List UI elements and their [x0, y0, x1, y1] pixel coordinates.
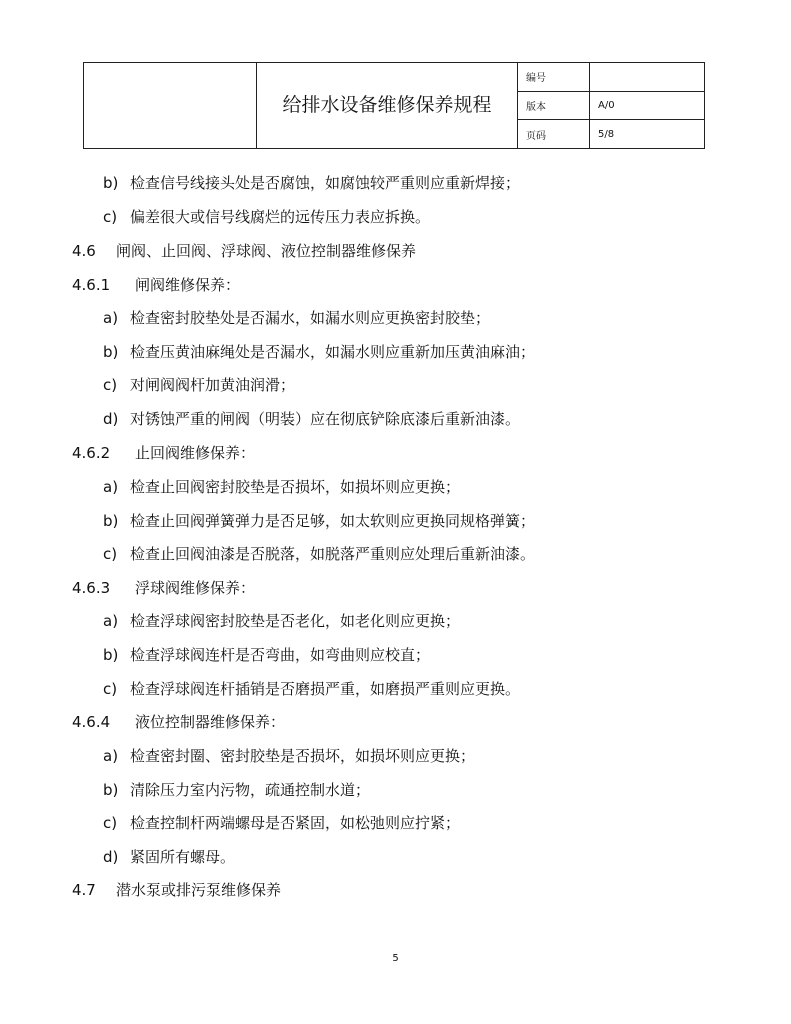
item-marker: a) [103, 747, 119, 765]
page-number: 5 [392, 953, 399, 964]
item-text: 检查浮球阀连杆是否弯曲，如弯曲则应校直； [130, 646, 431, 664]
item-marker: d) [103, 848, 119, 866]
item-marker: b) [103, 343, 119, 361]
list-item [103, 813, 460, 833]
subsection-number: 4.6.4 [72, 713, 111, 731]
subsection-title: 液位控制器维修保养： [135, 713, 286, 731]
item-marker: d) [103, 410, 119, 428]
subsection-title: 浮球阀维修保养： [135, 579, 256, 597]
list-item [103, 342, 535, 362]
item-text: 清除压力室内污物，疏通控制水道； [130, 781, 371, 799]
list-item [103, 780, 370, 800]
item-marker: c) [103, 545, 118, 563]
section-title: 闸阀、止回阀、浮球阀、液位控制器维修保养 [116, 242, 417, 260]
item-marker: a) [103, 309, 119, 327]
list-item [103, 544, 535, 564]
value-code [590, 63, 705, 92]
section-heading [72, 241, 416, 261]
subsection-heading [72, 275, 240, 295]
label-code: 编号 [518, 63, 590, 92]
section-heading [72, 880, 281, 900]
list-item [103, 308, 490, 328]
item-text: 对闸阀阀杆加黄油润滑； [130, 376, 296, 394]
subsection-number: 4.6.1 [72, 276, 111, 294]
item-text: 检查密封胶垫处是否漏水，如漏水则应更换密封胶垫； [130, 309, 491, 327]
item-text: 检查浮球阀连杆插销是否磨损严重，如磨损严重则应更换。 [130, 680, 521, 698]
item-marker: b) [103, 512, 119, 530]
value-version: A/0 [590, 91, 705, 120]
item-text: 检查压黄油麻绳处是否漏水，如漏水则应重新加压黄油麻油； [130, 343, 536, 361]
subsection-heading [72, 578, 255, 598]
subsection-title: 止回阀维修保养： [135, 444, 256, 462]
item-text: 检查止回阀弹簧弹力是否足够，如太软则应更换同规格弹簧； [130, 512, 536, 530]
document-title: 给排水设备维修保养规程 [257, 63, 518, 149]
label-page: 页码 [518, 120, 590, 149]
subsection-title: 闸阀维修保养： [135, 276, 241, 294]
item-marker: c) [103, 814, 118, 832]
subsection-number: 4.6.3 [72, 579, 111, 597]
list-item [103, 746, 475, 766]
item-text: 检查浮球阀密封胶垫是否老化，如老化则应更换； [130, 612, 461, 630]
item-text: 对锈蚀严重的闸阀（明装）应在彻底铲除底漆后重新油漆。 [130, 410, 521, 428]
list-item [103, 847, 235, 867]
item-text: 检查信号线接头处是否腐蚀，如腐蚀较严重则应重新焊接； [130, 174, 521, 192]
list-item [103, 375, 295, 395]
item-marker: a) [103, 478, 119, 496]
label-version: 版本 [518, 91, 590, 120]
section-number: 4.7 [72, 881, 96, 899]
subsection-heading [72, 443, 255, 463]
item-text: 检查止回阀密封胶垫是否损坏，如损坏则应更换； [130, 478, 461, 496]
item-marker: b) [103, 174, 119, 192]
list-item [103, 511, 535, 531]
subsection-number: 4.6.2 [72, 444, 111, 462]
list-item [103, 645, 430, 665]
item-marker: c) [103, 376, 118, 394]
item-text: 偏差很大或信号线腐烂的远传压力表应拆换。 [130, 208, 431, 226]
item-marker: b) [103, 646, 119, 664]
section-title: 潜水泵或排污泵维修保养 [116, 881, 282, 899]
value-page: 5/8 [590, 120, 705, 149]
list-item [103, 409, 520, 429]
item-text: 检查密封圈、密封胶垫是否损坏，如损坏则应更换； [130, 747, 476, 765]
subsection-heading [72, 712, 285, 732]
list-item [103, 477, 460, 497]
list-item [103, 173, 520, 193]
document-header [83, 62, 705, 149]
item-text: 检查止回阀油漆是否脱落，如脱落严重则应处理后重新油漆。 [130, 545, 536, 563]
item-marker: b) [103, 781, 119, 799]
item-marker: c) [103, 680, 118, 698]
item-text: 紧固所有螺母。 [130, 848, 236, 866]
list-item [103, 611, 460, 631]
list-item [103, 207, 430, 227]
item-marker: c) [103, 208, 118, 226]
item-text: 检查控制杆两端螺母是否紧固，如松弛则应拧紧； [130, 814, 461, 832]
list-item [103, 679, 520, 699]
item-marker: a) [103, 612, 119, 630]
section-number: 4.6 [72, 242, 96, 260]
logo-cell [84, 63, 257, 149]
